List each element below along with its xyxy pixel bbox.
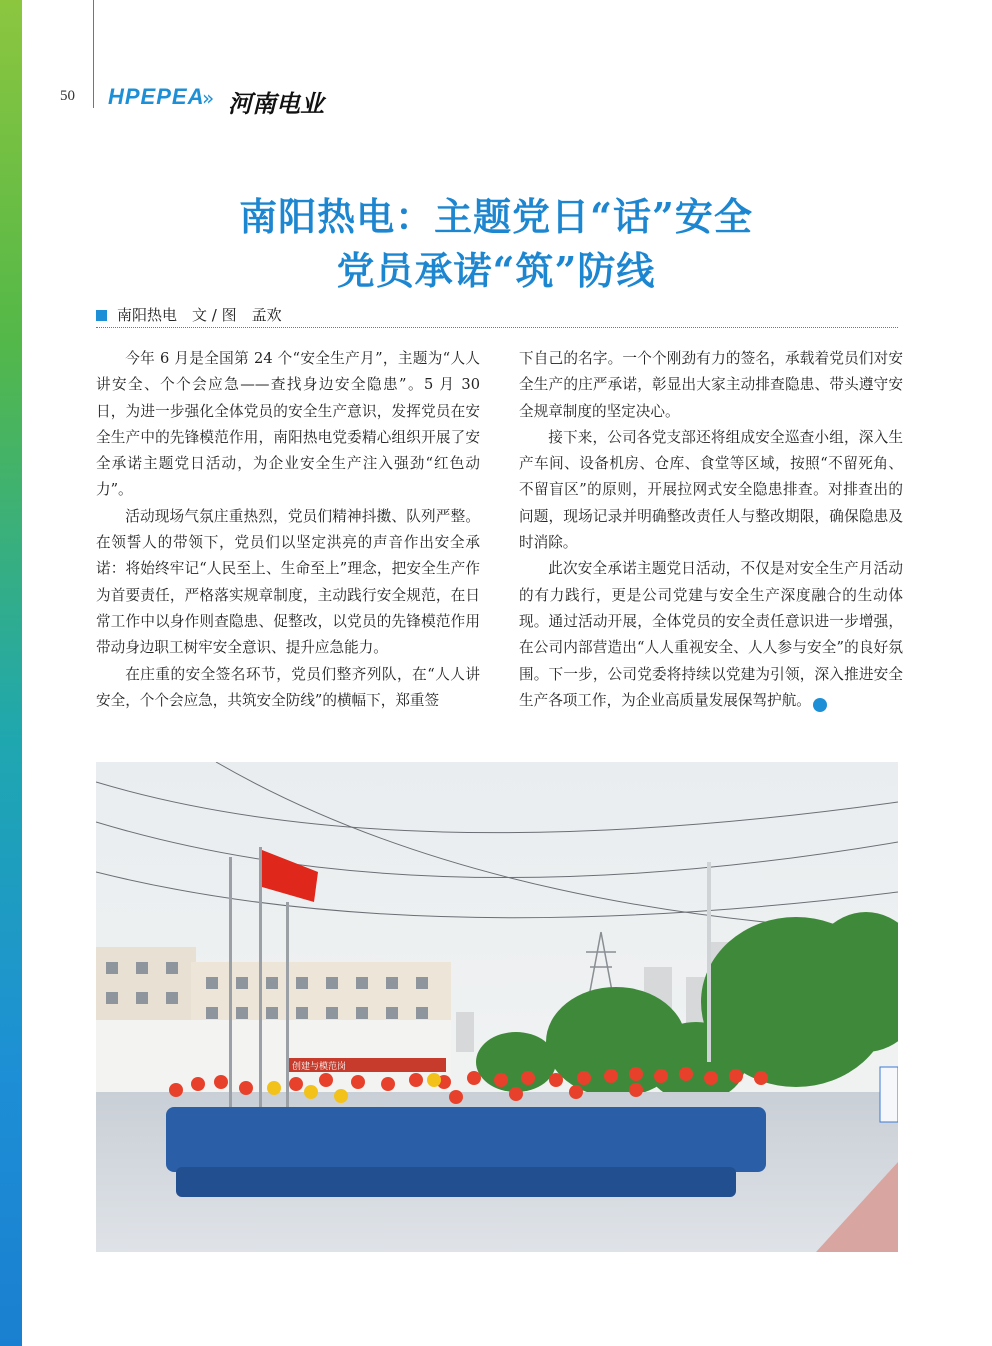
paragraph-continuation: 下自己的名字。一个个刚劲有力的签名，承载着党员们对安全生产的庄严承诺，彰显出大家主动排查隐患、带头遵守安全规章制度的坚定决心。 [519,350,903,420]
byline-text: 南阳热电 文 / 图 孟欢 [117,306,282,324]
header-divider-line [93,0,94,108]
photo-illustration [96,762,898,1252]
header-separator-icon: » [202,86,215,110]
crowd-uniforms [166,1107,766,1197]
left-column [96,346,480,714]
magazine-logo-text: HPEPEA [108,84,205,109]
right-column [519,346,903,714]
page-number: 50 [60,88,75,104]
paragraph: 接下来，公司各党支部还将组成安全巡查小组，深入生产车间、设备机房、仓库、食堂等区域，按照“不留死角、不留盲区”的原则，开展拉网式安全隐患排查。对排查出的问题，现场记录并明确整改责任人与整改期限，确保隐患及时消除。 [519,428,903,552]
end-mark-icon: 电 [813,698,827,712]
square-bullet-icon [96,310,107,321]
magazine-name: 河南电业 [228,89,324,118]
paragraph-last [519,556,903,714]
banner-text: 创建与模范岗 [292,1062,347,1072]
paragraph: 活动现场气氛庄重热烈，党员们精神抖擞、队列严整。在领誓人的带领下，党员们以坚定洪亮的声音作出安全承诺：将始终牢记“人民至上、生命至上”理念，把安全生产作为首要责任，严格落实规章制度，主动践行安全规范，在日常工作中以身作则查隐患、促整改，以党员的先锋模范作用带动身边职工树牢安全意识、提升应急能力。 [96,507,480,657]
byline [96,304,282,325]
paragraph: 在庄重的安全签名环节，党员们整齐列队，在“人人讲安全，个个会应急，共筑安全防线”的横幅下，郑重签 [96,665,480,709]
dotted-divider [96,327,898,328]
paragraph: 今年 6 月是全国第 24 个“安全生产月”，主题为“人人讲安全、个个会应急——查找身边安全隐患”。5 月 30 日，为进一步强化全体党员的安全生产意识，发挥党员在安全生产中的先锋模范作用，南阳热电党委精心组织开展了安全承诺主题党日活动，为企业安全生产注入强劲“红色动力”。 [96,350,480,499]
light-pole [707,862,711,1062]
paragraph-text: 此次安全承诺主题党日活动，不仅是对安全生产月活动的有力践行，更是公司党建与安全生产深度融合的生动体现。通过活动开展，全体党员的安全责任意识进一步增强，在公司内部营造出“人人重视安全、人人参与安全”的良好氛围。下一步，公司党委将持续以党建为引领，深入推进安全生产各项工作，为企业高质量发展保驾护航。 [519,560,903,709]
sign-board [880,1067,898,1122]
article-photo [96,762,898,1252]
article-title-line2: 党员承诺“筑”防线 [336,248,656,293]
article-title-line1: 南阳热电：主题党日“话”安全 [239,194,753,239]
